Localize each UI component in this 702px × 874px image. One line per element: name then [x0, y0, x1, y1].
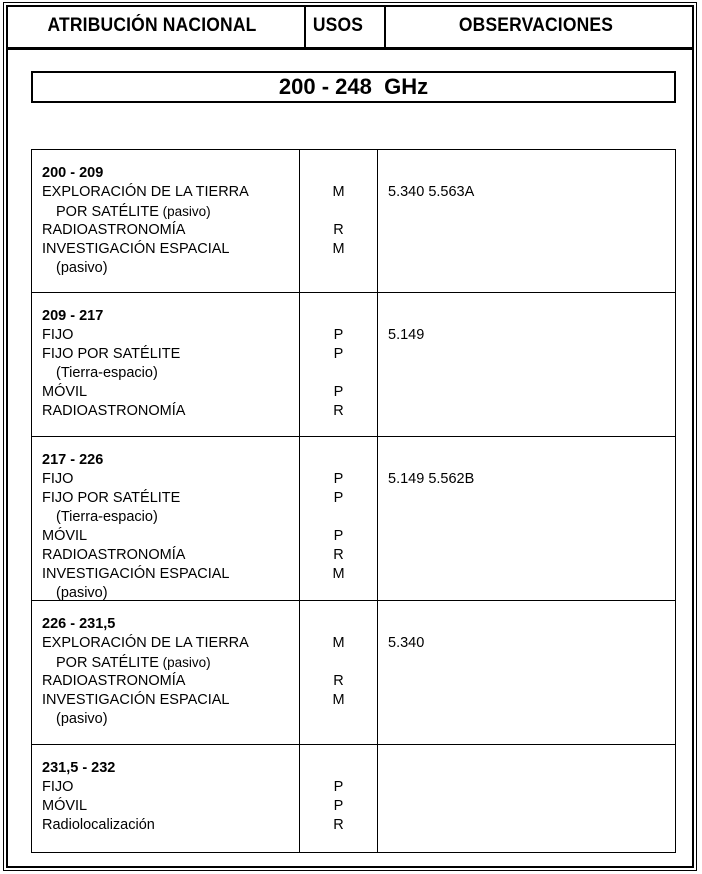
uso-code: P: [333, 327, 344, 343]
uso-code: [300, 364, 377, 383]
table-row: [32, 745, 675, 853]
observaciones-cell: 5.340 5.563A: [388, 184, 475, 200]
uso-code: P: [333, 384, 344, 400]
service-line: POR SATÉLITE (pasivo): [56, 655, 211, 671]
header-divider: [384, 5, 386, 47]
uso-code: [300, 508, 377, 527]
frequency-range: 217 - 226: [42, 452, 104, 468]
service-line: RADIOASTRONOMÍA: [42, 403, 186, 419]
header-usos: USOS: [312, 15, 364, 36]
service-line: (pasivo): [56, 585, 108, 601]
service-line: RADIOASTRONOMÍA: [42, 222, 186, 238]
usos-cell: [300, 759, 377, 835]
allocation-cell: [42, 759, 297, 835]
uso-code: R: [333, 222, 344, 238]
table-row: [32, 601, 675, 745]
table-row: [32, 293, 675, 437]
uso-code: P: [333, 798, 344, 814]
uso-code: P: [333, 779, 344, 795]
service-line: RADIOASTRONOMÍA: [42, 547, 186, 563]
service-line: (Tierra-espacio): [56, 365, 158, 381]
service-line: POR SATÉLITE (pasivo): [56, 204, 211, 220]
service-line: INVESTIGACIÓN ESPACIAL: [42, 566, 230, 582]
service-line: Radiolocalización: [42, 817, 155, 833]
service-line: (pasivo): [56, 260, 108, 276]
service-line: RADIOASTRONOMÍA: [42, 673, 186, 689]
usos-spacer: [300, 164, 377, 183]
usos-spacer: [300, 615, 377, 634]
uso-code: [300, 710, 377, 729]
service-suffix: (pasivo): [158, 655, 211, 670]
service-line: (Tierra-espacio): [56, 509, 158, 525]
usos-spacer: [300, 451, 377, 470]
usos-spacer: [300, 759, 377, 778]
table-row: [32, 437, 675, 601]
uso-code: P: [333, 490, 344, 506]
allocation-cell: [42, 451, 297, 603]
service-line: MÓVIL: [42, 384, 88, 400]
frequency-range: 209 - 217: [42, 308, 104, 324]
header-observaciones: OBSERVACIONES: [458, 15, 614, 36]
service-line: MÓVIL: [42, 528, 88, 544]
uso-code: [300, 653, 377, 672]
uso-code: R: [333, 673, 344, 689]
usos-cell: [300, 615, 377, 729]
uso-code: P: [333, 471, 344, 487]
uso-code: P: [333, 528, 344, 544]
observaciones-cell: 5.149 5.562B: [388, 471, 475, 487]
service-line: FIJO POR SATÉLITE: [42, 490, 181, 506]
uso-code: R: [333, 817, 344, 833]
header-atribucion: ATRIBUCIÓN NACIONAL: [47, 15, 257, 36]
uso-code: [300, 259, 377, 278]
observaciones-cell: 5.340: [388, 635, 425, 651]
service-line: INVESTIGACIÓN ESPACIAL: [42, 692, 230, 708]
allocation-cell: [42, 307, 297, 421]
header-divider: [304, 5, 306, 47]
band-title: 200 - 248 GHz: [31, 71, 676, 103]
usos-cell: [300, 164, 377, 278]
observaciones-cell: 5.149: [388, 327, 425, 343]
uso-code: R: [333, 547, 344, 563]
uso-code: M: [332, 566, 345, 582]
frequency-range: 200 - 209: [42, 165, 104, 181]
frequency-range: 231,5 - 232: [42, 760, 116, 776]
service-line: FIJO: [42, 327, 74, 343]
service-line: (pasivo): [56, 711, 108, 727]
uso-code: M: [332, 635, 345, 651]
service-line: FIJO: [42, 471, 74, 487]
allocation-cell: [42, 615, 297, 729]
frequency-range: 226 - 231,5: [42, 616, 116, 632]
service-suffix: (pasivo): [158, 204, 211, 219]
service-line: EXPLORACIÓN DE LA TIERRA: [42, 184, 249, 200]
allocation-cell: [42, 164, 297, 278]
uso-code: M: [332, 184, 345, 200]
table-row: [32, 150, 675, 293]
usos-cell: [300, 451, 377, 603]
usos-cell: [300, 307, 377, 421]
uso-code: M: [332, 692, 345, 708]
service-line: INVESTIGACIÓN ESPACIAL: [42, 241, 230, 257]
service-line: EXPLORACIÓN DE LA TIERRA: [42, 635, 249, 651]
allocation-table: [31, 149, 676, 853]
service-line: FIJO POR SATÉLITE: [42, 346, 181, 362]
service-line: MÓVIL: [42, 798, 88, 814]
uso-code: [300, 202, 377, 221]
uso-code: R: [333, 403, 344, 419]
service-line: FIJO: [42, 779, 74, 795]
uso-code: P: [333, 346, 344, 362]
table-header: [6, 5, 694, 50]
usos-spacer: [300, 307, 377, 326]
uso-code: M: [332, 241, 345, 257]
